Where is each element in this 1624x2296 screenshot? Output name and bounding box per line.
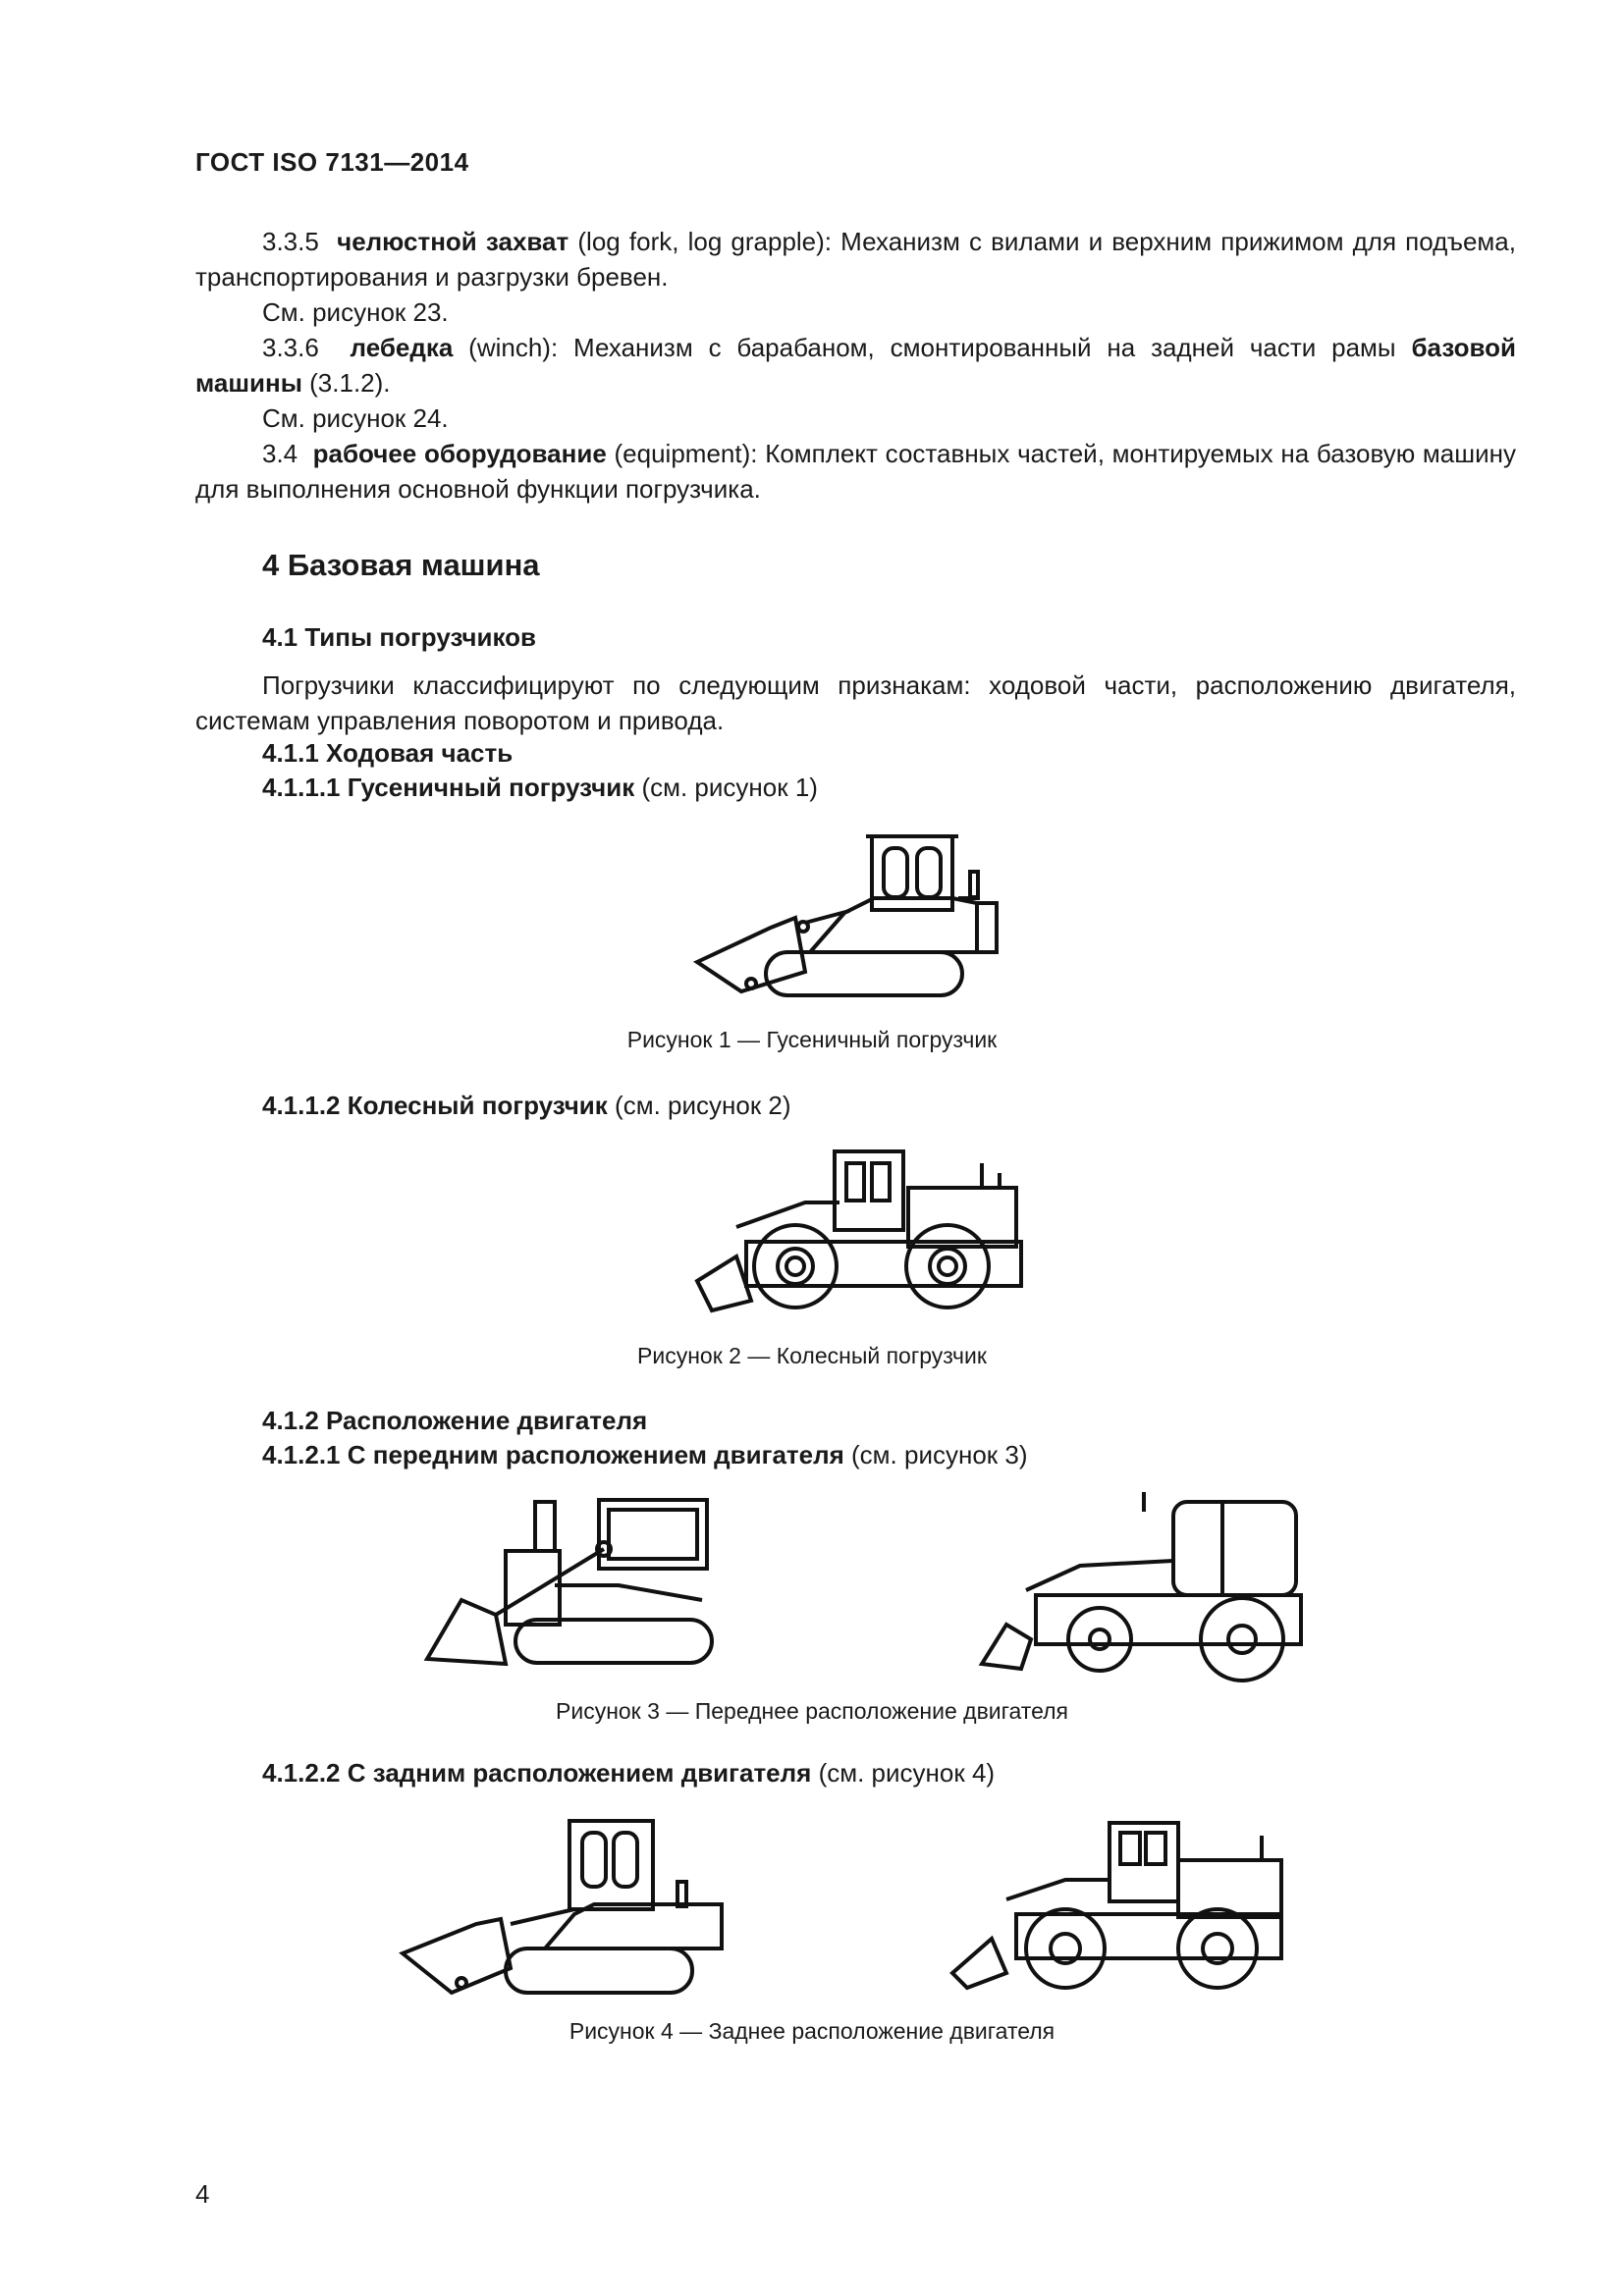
figure-1-crawler-loader xyxy=(687,825,1021,1011)
clause-3-3-6: 3.3.6 лебедка (winch): Механизм с барабаном, смонтированный на задней части рамы базовой машины (3.1.2). xyxy=(195,333,1516,398)
figure-2-caption: Рисунок 2 — Колесный погрузчик xyxy=(637,1343,987,1368)
figure-4-caption: Рисунок 4 — Заднее расположение двигателя xyxy=(568,2018,1056,2044)
term: челюстной захват xyxy=(337,227,569,256)
document-header: ГОСТ ISO 7131—2014 xyxy=(195,147,469,177)
term: базовой машины xyxy=(195,333,1516,398)
section-4-1-2-1: 4.1.2.1 С передним расположением двигателя (см. рисунок 3) xyxy=(262,1440,1028,1469)
figure-3-front-engine-wheeled xyxy=(977,1492,1311,1688)
figure-1-caption: Рисунок 1 — Гусеничный погрузчик xyxy=(626,1027,998,1052)
section-4-1-1-1: 4.1.1.1 Гусеничный погрузчик (см. рисунок 1) xyxy=(262,773,818,802)
figure-2-wheel-loader xyxy=(677,1144,1041,1320)
see-figure-24: См. рисунок 24. xyxy=(262,403,449,433)
clause-3-3-5: 3.3.5 челюстной захват (log fork, log grapple): Механизм с вилами и верхним прижимом для подъема, транспортирования и разгрузки бревен. xyxy=(195,227,1516,292)
page-number: 4 xyxy=(195,2179,210,2209)
section-4-1-2-2: 4.1.2.2 С задним расположением двигателя (см. рисунок 4) xyxy=(262,1758,996,1788)
see-figure-23: См. рисунок 23. xyxy=(262,297,449,327)
figure-4-rear-engine-crawler xyxy=(398,1811,731,2007)
term: рабочее оборудование xyxy=(312,439,607,468)
section-4-1-1-title: 4.1.1 Ходовая часть xyxy=(262,738,514,768)
section-4-1-1-2: 4.1.1.2 Колесный погрузчик (см. рисунок 2) xyxy=(262,1091,791,1120)
figure-3-caption: Рисунок 3 — Переднее расположение двигателя xyxy=(556,1698,1068,1724)
section-4-title: 4 Базовая машина xyxy=(262,548,540,582)
term: лебедка xyxy=(350,333,454,362)
figure-4-rear-engine-wheeled xyxy=(938,1811,1311,2007)
section-4-1-title: 4.1 Типы погрузчиков xyxy=(262,622,536,652)
clause-3-4: 3.4 рабочее оборудование (equipment): Комплект составных частей, монтируемых на базовую машину для выполнения основной функции погрузчика. xyxy=(195,439,1517,504)
figure-3-front-engine-crawler xyxy=(407,1492,741,1688)
section-4-1-text: Погрузчики классифицируют по следующим признакам: ходовой части, расположению двигателя, системам управления поворотом и привода. xyxy=(195,670,1516,735)
section-4-1-2-title: 4.1.2 Расположение двигателя xyxy=(262,1406,648,1435)
